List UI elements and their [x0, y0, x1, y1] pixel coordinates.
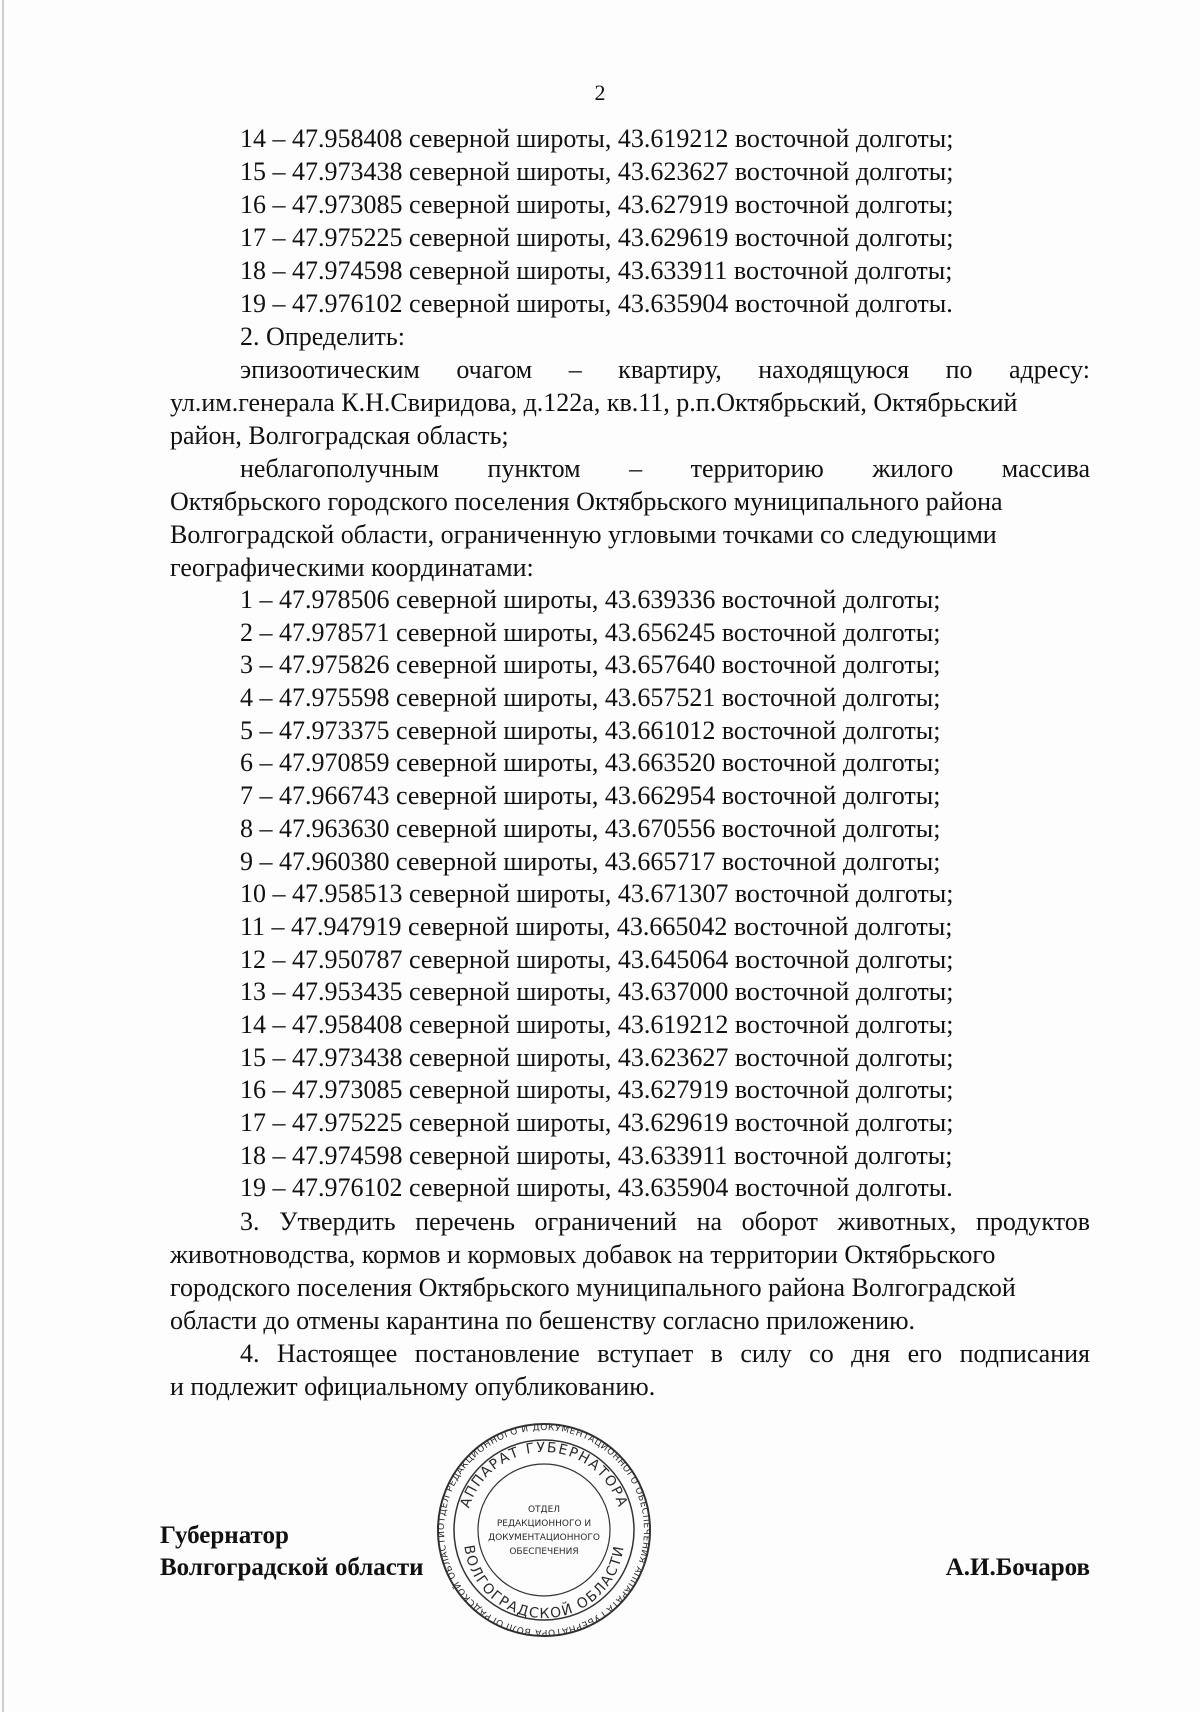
section-3-line: городского поселения Октябрьского муниципального района Волгоградской: [170, 1273, 1016, 1303]
coordinate-item: 17 – 47.975225 северной широты, 43.629619 восточной долготы;: [240, 1108, 954, 1137]
page-number: 2: [594, 80, 606, 105]
coordinate-item: 12 – 47.950787 северной широты, 43.645064 восточной долготы;: [240, 944, 954, 974]
coordinate-item: 14 – 47.958408 северной широты, 43.619212 восточной долготы;: [240, 1009, 954, 1039]
section-4-line: и подлежит официальному опубликованию.: [170, 1372, 656, 1402]
coordinate-item: 5 – 47.973375 северной широты, 43.661012 восточной долготы;: [240, 715, 941, 745]
coordinate-item: 19 – 47.976102 северной широты, 43.635904 восточной долготы.: [240, 289, 953, 318]
coordinate-item: 17 – 47.975225 северной широты, 43.629619 восточной долготы;: [240, 223, 954, 252]
stamp-center-line: ДОКУМЕНТАЦИОННОГО: [488, 1533, 600, 1543]
focus-text-line: эпизоотическим очагом – квартиру, находящуюся по адресу:: [240, 355, 1090, 384]
coordinate-item: 18 – 47.974598 северной широты, 43.633911 восточной долготы;: [240, 1140, 953, 1170]
coordinate-item: 8 – 47.963630 северной широты, 43.670556 восточной долготы;: [240, 813, 941, 843]
signatory-title-line: Волгоградской области: [160, 1554, 424, 1581]
official-stamp: [434, 1420, 654, 1640]
coordinate-item: 15 – 47.973438 северной широты, 43.623627 восточной долготы;: [240, 157, 954, 186]
stamp-center-line: ОТДЕЛ: [527, 1505, 561, 1515]
focus-text-line: район, Волгоградская область;: [170, 421, 509, 450]
point-text-line: неблагополучным пунктом – территорию жилого массива: [240, 454, 1090, 483]
coordinate-item: 15 – 47.973438 северной широты, 43.623627 восточной долготы;: [240, 1042, 954, 1072]
section-2-title: 2. Определить:: [240, 322, 405, 351]
coordinate-item: 18 – 47.974598 северной широты, 43.633911 восточной долготы;: [240, 256, 953, 285]
coordinate-item: 1 – 47.978506 северной широты, 43.639336 восточной долготы;: [240, 585, 941, 614]
signatory-title: [160, 1520, 424, 1584]
stamp-center-line: ОБЕСПЕЧЕНИЯ: [509, 1547, 579, 1557]
point-text-line: Волгоградской области, ограниченную угловыми точками со следующими: [170, 520, 997, 549]
signatory-title-line: Губернатор: [160, 1522, 289, 1549]
coordinate-list-full: [170, 584, 1090, 1205]
scan-edge-line: [2, 0, 4, 1712]
coordinate-item: 7 – 47.966743 северной широты, 43.662954 восточной долготы;: [240, 781, 941, 811]
coordinate-item: 4 – 47.975598 северной широты, 43.657521 восточной долготы;: [240, 683, 941, 713]
coordinate-item: 19 – 47.976102 северной широты, 43.635904 восточной долготы.: [240, 1173, 953, 1203]
coordinate-item: 9 – 47.960380 северной широты, 43.665717 восточной долготы;: [240, 846, 941, 876]
coordinate-item: 6 – 47.970859 северной широты, 43.663520 восточной долготы;: [240, 748, 941, 778]
coordinate-item: 16 – 47.973085 северной широты, 43.627919 восточной долготы;: [240, 190, 954, 219]
stamp-outer-text: ОТДЕЛ РЕДАКЦИОННОГО И ДОКУМЕНТАЦИОННОГО ОБЕСПЕЧЕНИЯ АППАРАТА ГУБЕРНАТОРА ВОЛГОГРАДСКОЙ ОБЛАСТИ: [436, 1422, 652, 1638]
coordinate-item: 16 – 47.973085 северной широты, 43.627919 восточной долготы;: [240, 1075, 954, 1105]
stamp-center-line: РЕДАКЦИОННОГО И: [496, 1519, 592, 1529]
section-3-line: области до отмены карантина по бешенству согласно приложению.: [170, 1306, 916, 1336]
stamp-ring-bottom-text: ВОЛГОГРАДСКОЙ ОБЛАСТИ: [460, 1543, 628, 1623]
focus-text-line: ул.им.генерала К.Н.Свиридова, д.122а, кв.11, р.п.Октябрьский, Октябрьский: [170, 388, 1018, 417]
coordinate-item: 13 – 47.953435 северной широты, 43.637000 восточной долготы;: [240, 977, 954, 1007]
point-text-line: Октябрьского городского поселения Октябрьского муниципального района: [170, 487, 1003, 516]
stamp-ring-top-text: АППАРАТ ГУБЕРНАТОРА: [457, 1439, 631, 1511]
coordinate-list-continued: [170, 122, 1090, 320]
point-text-line: географическими координатами:: [170, 553, 534, 582]
coordinate-item: 2 – 47.978571 северной широты, 43.656245 восточной долготы;: [240, 617, 941, 647]
document-body: [170, 122, 1090, 1403]
coordinate-item: 14 – 47.958408 северной широты, 43.619212 восточной долготы;: [240, 124, 954, 153]
coordinate-item: 11 – 47.947919 северной широты, 43.665042 восточной долготы;: [240, 911, 953, 941]
coordinate-item: 3 – 47.975826 северной широты, 43.657640 восточной долготы;: [240, 650, 941, 680]
signatory-name: А.И.Бочаров: [945, 1554, 1090, 1581]
coordinate-item: 10 – 47.958513 северной широты, 43.671307 восточной долготы;: [240, 879, 954, 909]
stamp-seal-icon: [434, 1420, 654, 1640]
section-4-line: 4. Настоящее постановление вступает в силу со дня его подписания: [240, 1339, 1090, 1369]
section-3-line: животноводства, кормов и кормовых добавок на территории Октябрьского: [170, 1240, 996, 1270]
section-3-line: 3. Утвердить перечень ограничений на оборот животных, продуктов: [240, 1207, 1090, 1237]
